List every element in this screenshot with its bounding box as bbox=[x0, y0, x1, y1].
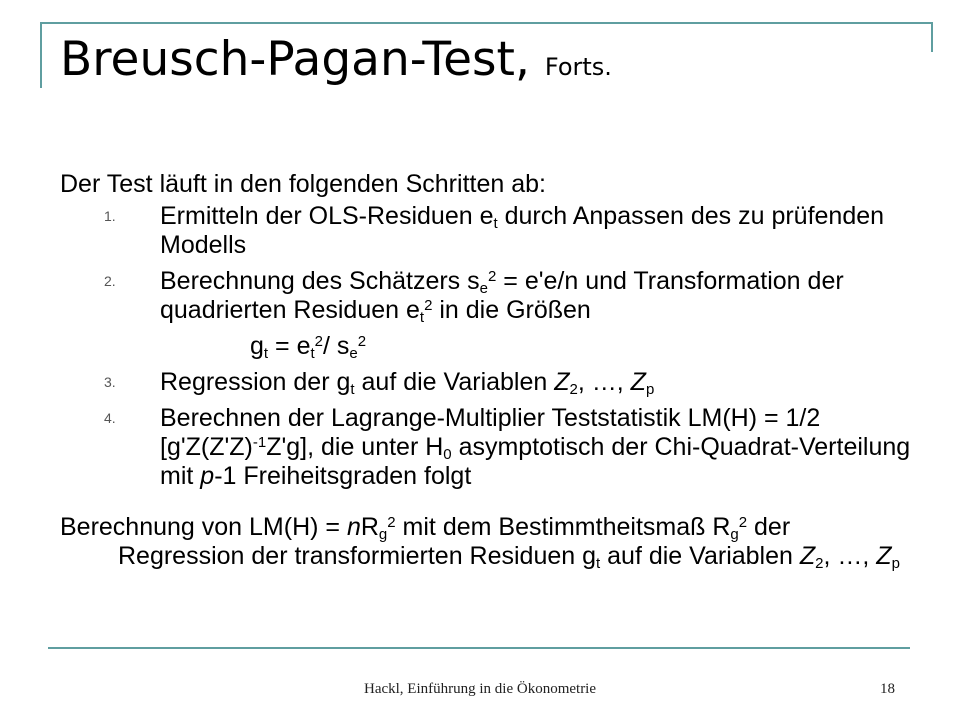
frame-line-bottom bbox=[48, 647, 910, 649]
step-number: 3. bbox=[104, 374, 116, 390]
step-number: 2. bbox=[104, 273, 116, 289]
intro-text: Der Test läuft in den folgenden Schritten ab: bbox=[60, 170, 546, 198]
step-4: 4. Berechnen der Lagrange-Multiplier Teststatistik LM(H) = 1/2 $[g'Z(Z'Z)^{-1}Z'g]$, die unter $H_0$ asymptotisch der Chi-Quadrat-Verteilung mit p-1 Freiheitsgraden folgt bbox=[104, 404, 911, 490]
frame-line-left bbox=[40, 22, 42, 88]
step-number: 1. bbox=[104, 208, 116, 224]
summary-paragraph: Berechnung von $LM(H) = nR_g^2$ mit dem Bestimmtheitsmaß $R_g^2$ der Regression der transformierten Residuen $g_t$ auf die Variablen $Z_2$, …, $Z_p$ bbox=[60, 513, 900, 572]
step-3: 3. Regression der $g_t$ auf die Variablen $Z_2$, …, $Z_p$ bbox=[104, 368, 655, 398]
step-1: 1. Ermitteln der OLS-Residuen $e_t$ durch Anpassen des zu prüfenden Modells bbox=[104, 202, 885, 259]
page-number: 18 bbox=[880, 681, 895, 697]
title-main: Breusch-Pagan-Test, bbox=[60, 32, 530, 87]
formula-g: $g_t = e_t^2/$ $s_e^2$ bbox=[250, 332, 367, 362]
footer-text: Hackl, Einführung in die Ökonometrie bbox=[363, 681, 597, 697]
title-sub: Forts. bbox=[544, 53, 612, 81]
step-2: 2. Berechnung des Schätzers $s_e^2 = e'e/n$ und Transformation der quadrierten Residuen $e_t^2$ in die Größen bbox=[104, 267, 844, 326]
frame-line-right bbox=[931, 22, 933, 52]
slide-title bbox=[60, 34, 612, 86]
step-number: 4. bbox=[104, 410, 116, 426]
frame-line-top bbox=[40, 22, 933, 24]
slide-body bbox=[60, 170, 920, 571]
